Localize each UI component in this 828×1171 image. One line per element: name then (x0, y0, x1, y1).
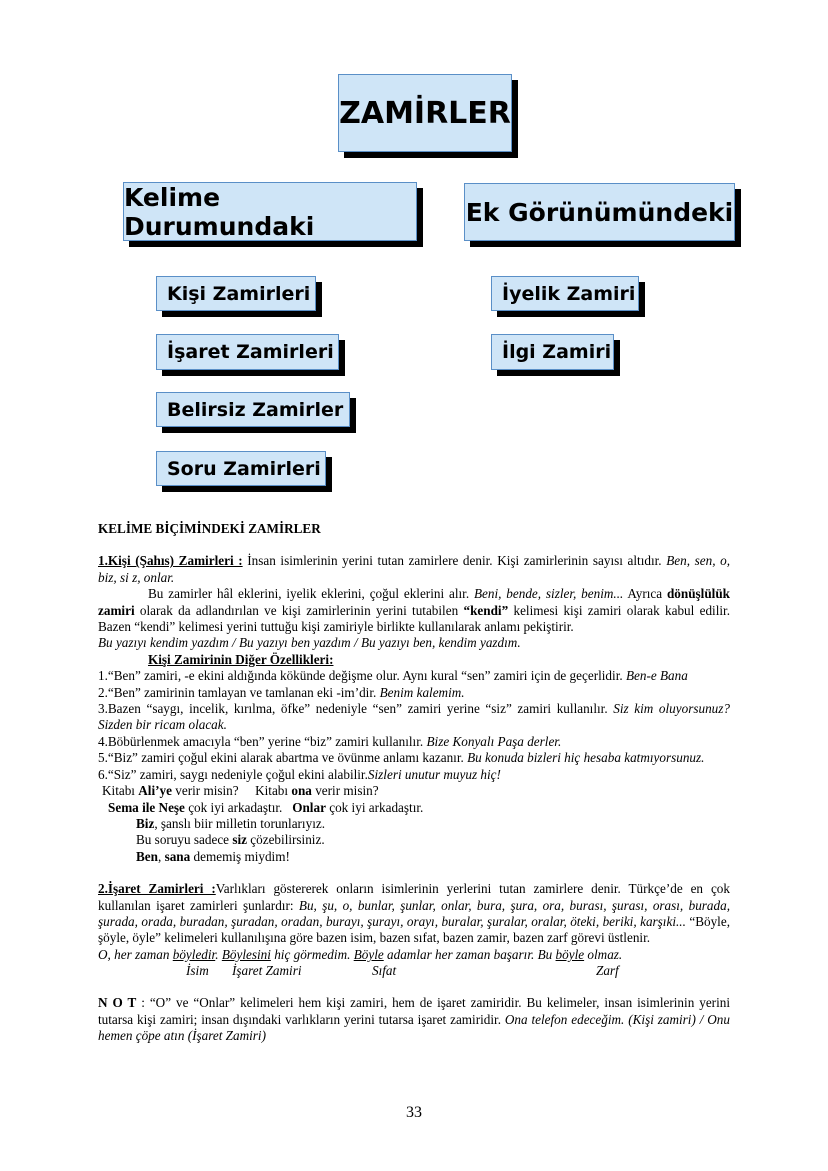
label-isaret-zamiri: İşaret Zamiri (232, 963, 302, 979)
feature-1: 1.“Ben” zamiri, -e ekini aldığında kökünde değişme olur. Aynı kural “sen” zamiri için de geçerlidir. Ben-e Bana (98, 668, 688, 684)
feature-2: 2.“Ben” zamirinin tamlayan ve tamlanan eki -im’dir. Benim kalemim. (98, 684, 465, 700)
not-paragraph: N O T : “O” ve “Onlar” kelimeleri hem kişi zamiri, hem de işaret zamiridir. Bu kelimeler, insan isimlerinin yerini tutarsa kişi zamiri; insan dışındaki varlıkların yerini tutarsa işaret zamiridir. Ona telefon edeceğim. (Kişi zamiri) / Onu hemen çöpe atın (İşaret Zamiri) (98, 995, 730, 1043)
example-line-5: Ben, sana dememiş miydim! (136, 848, 290, 864)
item-box-iyelik-zamiri (491, 276, 639, 311)
kisi-heading: 1.Kişi (Şahıs) Zamirleri : (98, 553, 243, 569)
item-box-ilgi-zamiri (491, 334, 614, 370)
item-box-isaret-zamirleri (156, 334, 339, 370)
section-title: KELİME BİÇİMİNDEKİ ZAMİRLER (98, 521, 321, 536)
kisi-paragraph-2: Bu zamirler hâl eklerini, iyelik eklerini, çoğul eklerini alır. Beni, bende, sizler, benim... Ayrıca dönüşlülük zamiri olarak da adlandırılan ve kişi zamirlerinin yerini tutabilen “kendi” kelimesi kişi zamiri olarak kabul edilir. Bazen “kendi” kelimesi yerini tuttuğu kişi zamiriyle birlikte kullanılarak anlamı pekiştirir. (98, 586, 730, 635)
label-sifat: Sıfat (372, 963, 397, 979)
item-box-belirsiz-zamirler (156, 392, 350, 427)
isaret-role-labels (98, 963, 730, 979)
isaret-heading: 2.İşaret Zamirleri : (98, 881, 216, 897)
isaret-paragraph: 2.İşaret Zamirleri :Varlıkları göstererek onların isimlerinin yerlerini tutan zamirlere denir. Türkçe’de en çok kullanılan işaret zamirleri şunlardır: Bu, şu, o, bunlar, şunlar, onlar, bura, şura, ora, burası, şurası, orası, burada, şurada, orada, buradan, şuradan, oradan, burayı, şurayı, orayı, buralar, şuralar, oralar, öteki, beriki, karşıki... “Böyle, şöyle, öyle” kelimeleri kullanılışına göre bazen isim, bazen sıfat, bazen zamir, bazen zarf görevi üstlenir. (98, 881, 731, 946)
isaret-example-line: O, her zaman böyledir. Böylesini hiç görmedim. Böyle adamlar her zaman başarır. Bu böyle olmaz. (98, 946, 623, 962)
branch-box-kelime-durumundaki (123, 182, 417, 241)
item-box-kisi-zamirleri (156, 276, 316, 311)
label-zarf: Zarf (596, 963, 619, 979)
branch-box-ek-gorunumundeki (464, 183, 735, 241)
root-box-zamirler (338, 74, 512, 152)
example-line-1: Kitabı Ali’ye verir misin? Kitabı ona verir misin? (102, 783, 379, 799)
item-label: Kişi Zamirleri (167, 282, 311, 305)
item-label: İşaret Zamirleri (167, 341, 334, 363)
item-label: İlgi Zamiri (502, 341, 612, 363)
example-line-3: Biz, şanslı biir milletin torunlarıyız. (136, 815, 326, 831)
item-label: İyelik Zamiri (502, 282, 636, 305)
page-number: 33 (406, 1104, 422, 1121)
not-label: N O T (98, 995, 137, 1011)
feature-6: 6.“Siz” zamiri, saygı nedeniyle çoğul ekini alabilir.Sizleri unutur muyuz hiç! (98, 766, 501, 782)
label-isim: İsim (186, 963, 209, 979)
document-body (98, 521, 730, 1044)
feature-4: 4.Böbürlenmek amacıyla “ben” yerine “biz” zamiri kullanılır. Bize Konyalı Paşa derler. (98, 733, 562, 749)
kisi-subheading: Kişi Zamirinin Diğer Özellikleri: (148, 651, 334, 667)
item-label: Soru Zamirleri (167, 457, 321, 480)
example-line-2: Sema ile Neşe çok iyi arkadaştır. Onlar çok iyi arkadaştır. (108, 799, 424, 815)
branch-right-label: Ek Görünümündeki (465, 197, 734, 227)
item-box-soru-zamirleri (156, 451, 326, 486)
example-line-4: Bu soruyu sadece siz çözebilirsiniz. (136, 832, 325, 848)
feature-3: 3.Bazen “saygı, incelik, kırılma, öfke” nedeniyle “sen” zamiri yerine “siz” zamiri kullanılır. Siz kim oluyorsunuz? Sizden bir ricam olacak. (98, 701, 730, 733)
kisi-example-line: Bu yazıyı kendim yazdım / Bu yazıyı ben yazdım / Bu yazıyı ben, kendim yazdım. (98, 635, 521, 651)
feature-5: 5.“Biz” zamiri çoğul ekini alarak abartma ve övünme anlamı kazanır. Bu konuda bizleri hiç hesaba katmıyorsunuz. (98, 750, 705, 766)
root-label: ZAMİRLER (339, 95, 511, 131)
branch-left-label: Kelime Durumundaki (124, 182, 315, 241)
item-label: Belirsiz Zamirler (167, 398, 344, 421)
kisi-intro-paragraph: 1.Kişi (Şahıs) Zamirleri : İnsan isimlerinin yerini tutan zamirlere denir. Kişi zamirlerinin sayısı altıdır. Ben, sen, o, biz, si z, onlar. (98, 553, 730, 585)
